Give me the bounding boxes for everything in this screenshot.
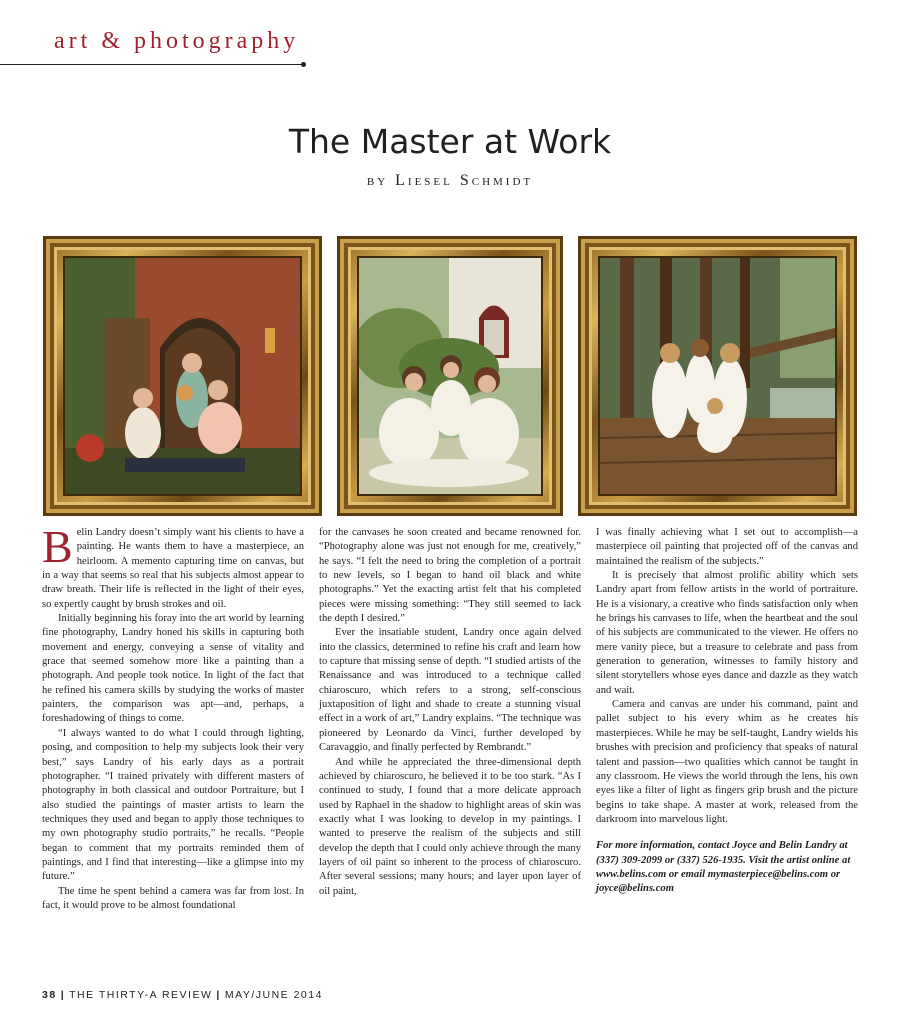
painting-frame-2 — [337, 236, 563, 516]
article-paragraph-2: Initially beginning his foray into the art world by learning fine photography, Landry honed his skills in capturing both movement and energy, conveying a sense of vitality and grace that seemed somehow more like a painting than a photograph. And people took notice. In light of the fact that he refined his camera skills by studying the works of master painters, the comparison was apt—and, perhaps, a foreshadowing of things to come. — [42, 613, 304, 725]
article-byline: by Liesel Schmidt — [366, 172, 534, 189]
painting-2-art — [359, 258, 541, 494]
section-header: art & photography — [54, 28, 300, 54]
publication-name: THE THIRTY-A REVIEW — [69, 989, 213, 1001]
article-column-2 — [319, 526, 581, 899]
footer-separator-1: | — [60, 989, 66, 1001]
painting-3-art — [600, 258, 835, 494]
header-rule — [0, 64, 304, 65]
contact-info: For more information, contact Joyce and Belin Landry at (337) 309-2099 or (337) 526-1935. Visit the artist online at www.belins.com or email mymasterpiece@belins.com or joyce@belins.com — [596, 840, 851, 895]
article-paragraph-7: And while he appreciated the three-dimensional depth achieved by chiaroscuro, he believed it to be too stark. “As I continued to study, I found that a more delicate approach used by Raphael in the shadow to highlight areas of skin was exactly what I was looking to develop in my paintings. I wanted to preserve the realism of the subjects and still develop the depth that I could only achieve through the many layers of oil paint so inherent to the process of chiaroscuro. After several sessions; many hours; and layer upon layer of oil paint, — [319, 756, 581, 897]
article-column-3 — [596, 526, 858, 897]
issue-date: MAY/JUNE 2014 — [224, 989, 323, 1001]
article-paragraph-1 — [42, 521, 304, 612]
article-column-1 — [42, 521, 304, 913]
painting-children-dock — [600, 258, 835, 494]
painting-frame-1 — [43, 236, 322, 516]
page-number: 38 — [42, 989, 57, 1001]
drop-cap: B — [42, 521, 73, 572]
article-paragraph-3: “I always wanted to do what I could through lighting, posing, and composition to help my subjects look their very best,” says Landry of his early days as a portrait photographer. “I trained privately with different masters of photography in both classical and outdoor Portraiture, but I also studied the paintings of master artists to learn the techniques they used and began to apply those techniques to my own photography studio portraits,” he recalls. “People began to comment that my portraits reminded them of paintings, and I find that interesting—like a glimpse into my future.” — [42, 727, 304, 883]
painting-family-white — [359, 258, 541, 494]
page-footer — [42, 989, 323, 1001]
painting-family-archway — [65, 258, 300, 494]
article-title: The Master at Work — [288, 122, 612, 161]
painting-1-art — [65, 258, 300, 494]
article-paragraph-6: Ever the insatiable student, Landry once again delved into the classics, determined to refine his craft and learn how to capture that missing sense of depth. “I studied artists of the Renaissance and was introduced to a technique called chiaroscuro, which refers to a strong, self-conscious juxtaposition of light and shade to create a stunning visual effect in a work of art,” Landry explains. “The technique was pioneered by Leonardo da Vinci, further developed by Caravaggio, and finally perfected by Rembrandt.” — [319, 627, 581, 754]
header-rule-dot — [301, 62, 306, 67]
footer-separator-2: | — [216, 989, 221, 1001]
article-paragraph-9: It is precisely that almost prolific ability which sets Landry apart from fellow artists in the world of portraiture. He is a visionary, a creative who finds satisfaction only when he brings his canvases to life, when the heartbeat and the soul of his subjects are communicated to the viewer. He offers no mere vanity piece, but a treasure to celebrate and pass from generation to generation, witnesses to family history and silent storytellers whose eyes dance and dazzle as they watch and wait. — [596, 570, 858, 696]
article-paragraph-5: for the canvases he soon created and became renowned for. “Photography alone was just not enough for me, creatively,” he says. “I felt the need to bring the completion of a portrait to new levels, so I began to hand oil black and white photographs.” Yet the exacting artist felt that his completed pieces were missing something: “They still seemed to lack the depth I desired.” — [319, 527, 581, 625]
article-paragraph-8: I was finally achieving what I set out to accomplish—a masterpiece oil painting that projected off of the canvas and maintained the realism of the subjects.” — [596, 527, 858, 567]
article-paragraph-4: The time he spent behind a camera was far from lost. In fact, it would prove to be almost foundational — [42, 885, 304, 911]
paragraph-text: elin Landry doesn’t simply want his clients to have a painting. He wants them to have a masterpiece, an heirloom. A memento capturing time on canvas, but in a way that seems so real that his subjects almost appear to draw breath. Their life is reflected in the light of their eyes, so expertly caught by brush strokes and oil. — [42, 527, 304, 610]
article-paragraph-10: Camera and canvas are under his command, paint and pallet subject to his every whim as he creates his masterpieces. While he may be self-taught, Landry wields his brushes with precision and proficiency that speaks of natural talent and passion—two qualities which cannot be taught in any classroom. He views the world through the lens, his own eyes like a filter of light as fingers grip brush and the picture begins to take shape. A master at work, released from the darkroom into marvelous light. — [596, 699, 858, 825]
painting-frame-3 — [578, 236, 857, 516]
